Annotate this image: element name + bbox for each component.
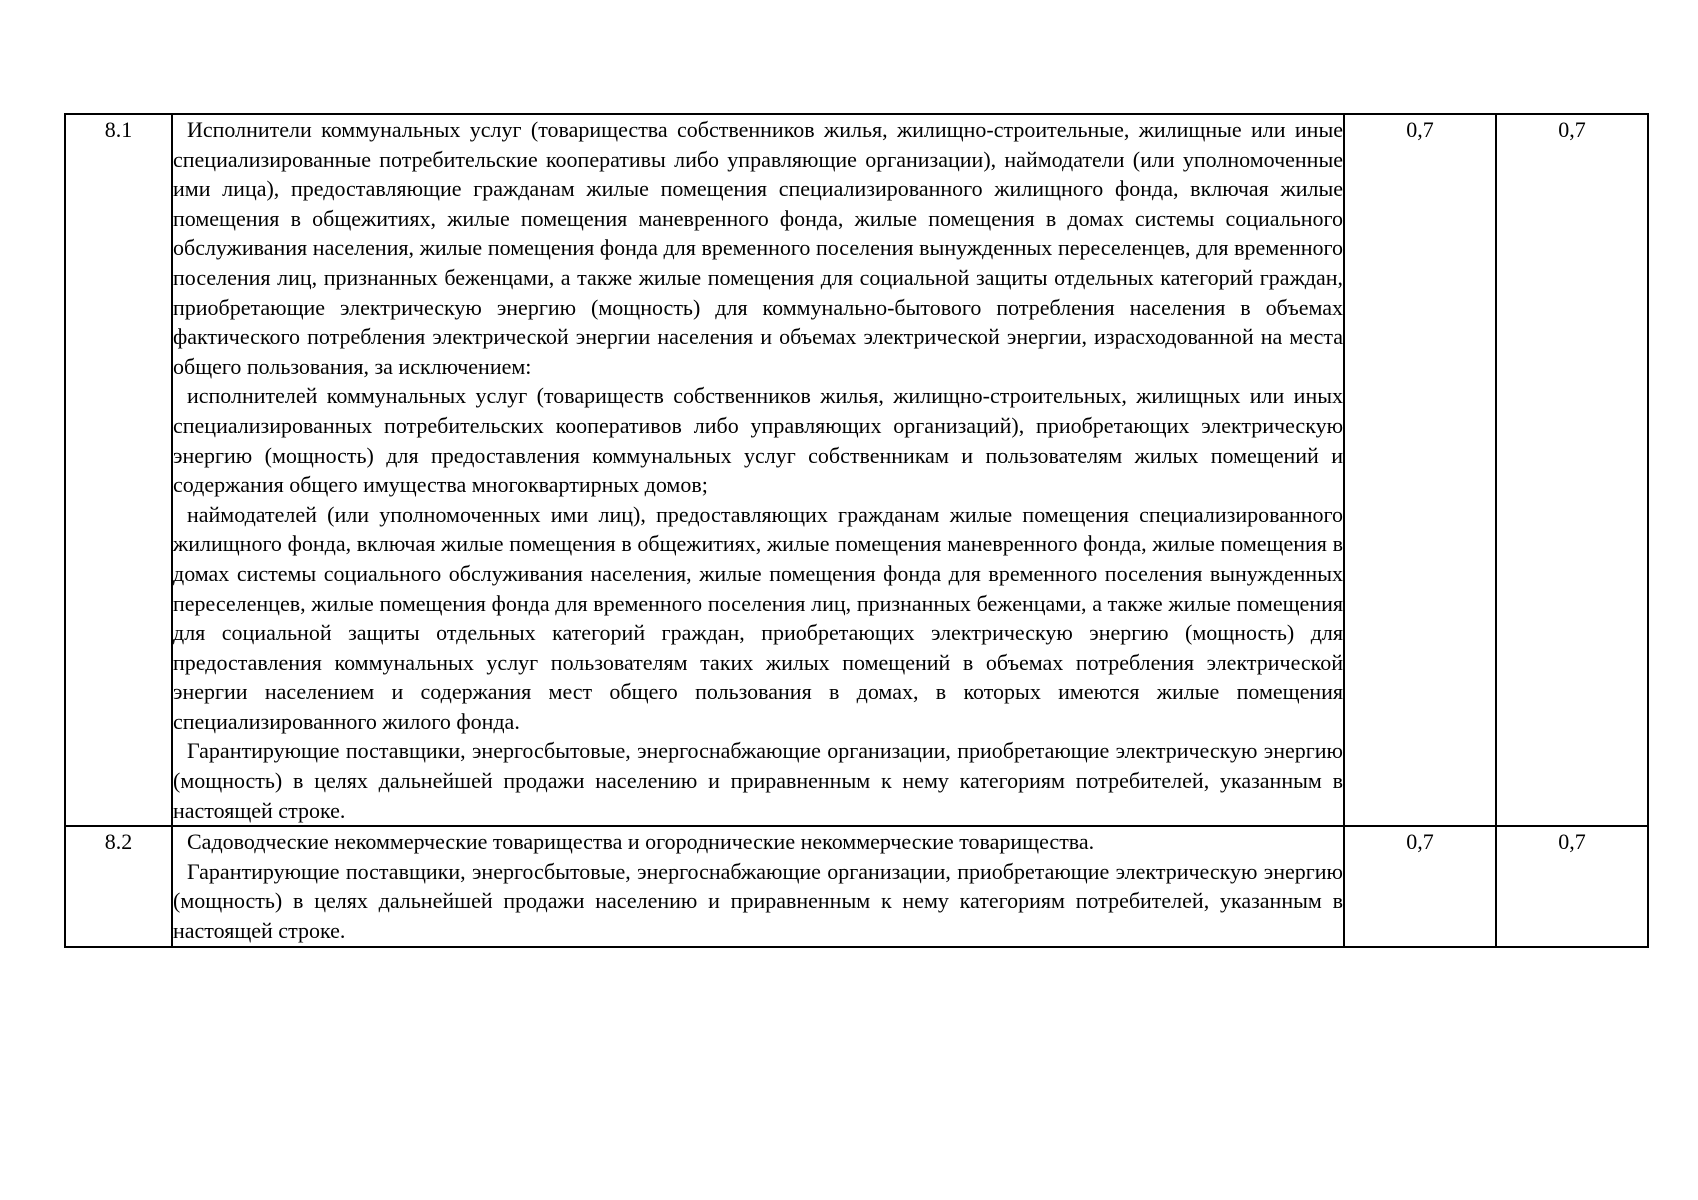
row-value-1: 0,7 [1344,114,1496,826]
paragraph: наймодателей (или уполномоченных ими лиц), предоставляющих гражданам жилые помещения специализированного жилищного фонда, включая жилые помещения в общежитиях, жилые помещения маневренного фонда, жилые помещения в домах системы социального обслуживания населения, жилые помещения фонда для временного поселения вынужденных переселенцев, жилые помещения фонда для временного поселения лиц, признанных беженцами, а также жилые помещения для социальной защиты отдельных категорий граждан, приобретающих электрическую энергию (мощность) для предоставления коммунальных услуг пользователям таких жилых помещений в объемах потребления электрической энергии населением и содержания мест общего пользования в домах, в которых имеются жилые помещения специализированного жилого фонда. [173,501,1343,734]
row-description [172,826,1344,946]
row-value-2: 0,7 [1496,114,1648,826]
paragraph: Исполнители коммунальных услуг (товарищества собственников жилья, жилищно-строительные, жилищные или иные специализированные потребительские кооперативы либо управляющие организации), наймодатели (или уполномоченные ими лица), предоставляющие гражданам жилые помещения специализированного жилищного фонда, включая жилые помещения в общежитиях, жилые помещения маневренного фонда, жилые помещения в домах системы социального обслуживания населения, жилые помещения фонда для временного поселения вынужденных переселенцев, для временного поселения лиц, признанных беженцами, а также жилые помещения для социальной защиты отдельных категорий граждан, приобретающие электрическую энергию (мощность) для коммунально-бытового потребления населения в объемах фактического потребления электрической энергии населения и объемах электрической энергии, израсходованной на места общего пользования, за исключением: [173,117,1343,379]
table-row [65,114,1648,826]
tariff-table [64,113,1649,948]
paragraph: Гарантирующие поставщики, энергосбытовые, энергоснабжающие организации, приобретающие электрическую энергию (мощность) в целях дальнейшей продажи населению и приравненным к нему категориям потребителей, указанным в настоящей строке. [173,858,1343,944]
paragraph: Садоводческие некоммерческие товарищества и огороднические некоммерческие товарищества. [187,829,1095,855]
row-description [172,114,1344,826]
row-number: 8.1 [65,114,172,826]
table-row [65,826,1648,946]
paragraph: исполнителей коммунальных услуг (товариществ собственников жилья, жилищно-строительных, жилищных или иных специализированных потребительских кооперативов либо управляющих организаций), приобретающих электрическую энергию (мощность) для предоставления коммунальных услуг собственникам и пользователям жилых помещений и содержания общего имущества многоквартирных домов; [173,383,1343,498]
row-number: 8.2 [65,826,172,946]
row-value-1: 0,7 [1344,826,1496,946]
paragraph: Гарантирующие поставщики, энергосбытовые, энергоснабжающие организации, приобретающие электрическую энергию (мощность) в целях дальнейшей продажи населению и приравненным к нему категориям потребителей, указанным в настоящей строке. [173,738,1343,823]
row-value-2: 0,7 [1496,826,1648,946]
